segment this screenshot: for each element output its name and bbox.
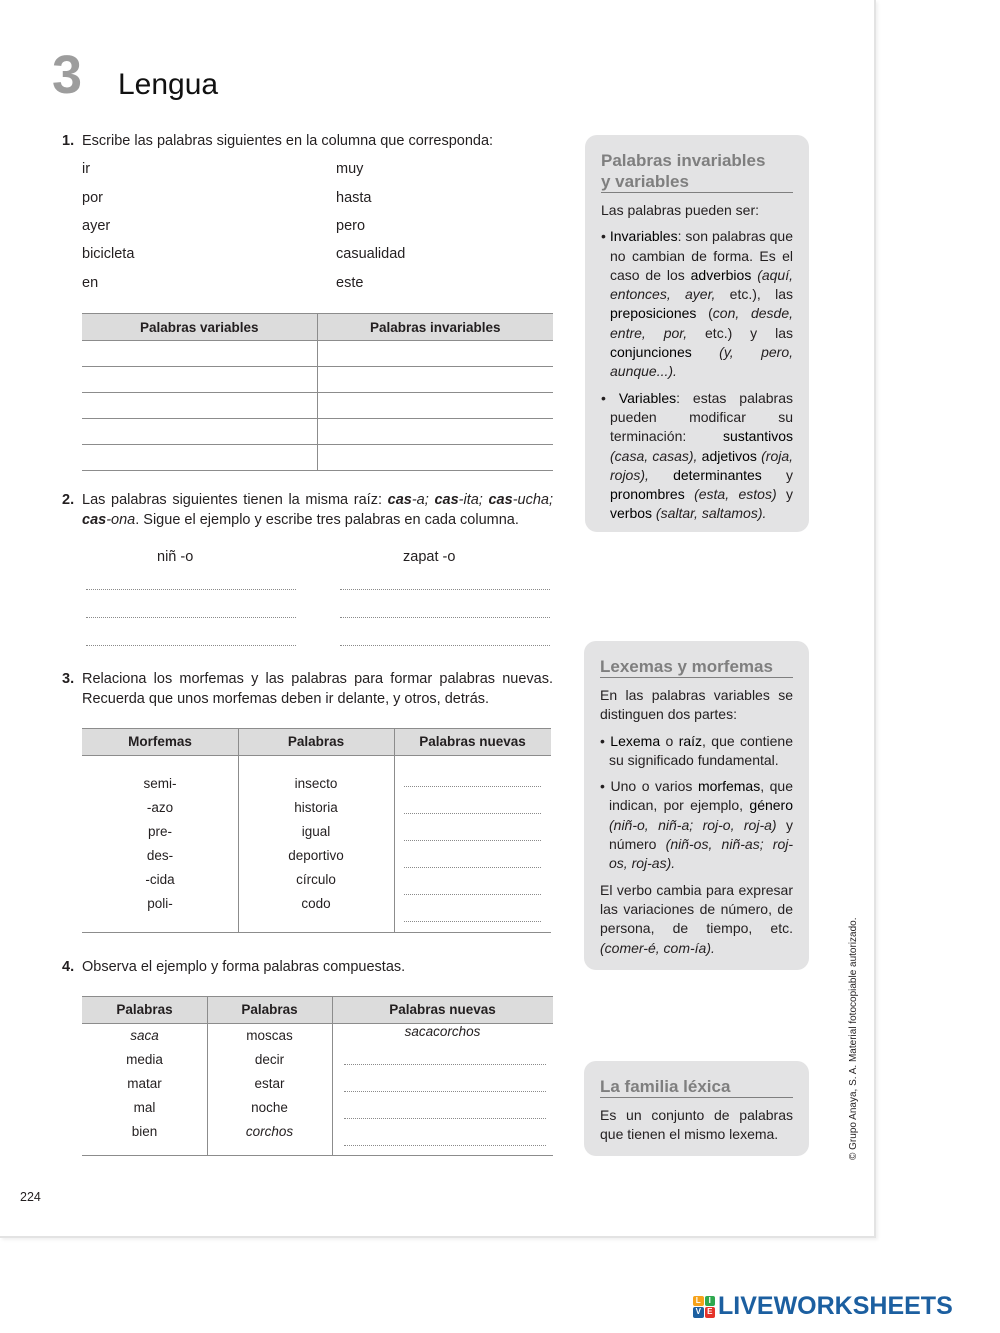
word-item: en: [82, 275, 99, 291]
exercise-2-instruction: Las palabras siguientes tienen la misma raíz: cas-a; cas-ita; cas-ucha; cas-ona. Sigue el ejemplo y escribe tres palabras en cada columna.: [82, 492, 553, 528]
example-answer: sacacorchos: [404, 1024, 481, 1039]
palabra[interactable]: círculo: [296, 872, 336, 887]
answer-cell[interactable]: [82, 393, 317, 419]
palabra: media: [126, 1052, 163, 1067]
answer-line[interactable]: [344, 1091, 546, 1092]
word-item: por: [82, 190, 103, 206]
box-text: Es un conjunto de palabras que tienen el mismo lexema.: [600, 1107, 793, 1143]
box-bullet-invariables: • Invariables: son palabras que no cambian de forma. Es el caso de los adverbios (aquí, entonces, ayer, etc.), las preposiciones (con, desde, entre, por, etc.) y las conjunciones (y, pero, aunque...).: [601, 228, 794, 380]
morfemas-column: [82, 772, 238, 916]
answer-line[interactable]: [404, 867, 541, 868]
column-divider: [332, 997, 333, 1156]
answer-cell[interactable]: [317, 393, 553, 419]
exercise-1-number: 1.: [62, 133, 75, 149]
answer-cell[interactable]: [317, 367, 553, 393]
morfema[interactable]: -cida: [145, 872, 175, 887]
palabra: matar: [127, 1076, 162, 1091]
exercise-2-number: 2.: [62, 492, 75, 508]
palabra[interactable]: igual: [301, 824, 331, 839]
table-header: Palabras: [287, 734, 345, 749]
table-header: Palabras variables: [82, 314, 317, 341]
word-item: hasta: [336, 190, 372, 206]
liveworksheets-brand[interactable]: [693, 1292, 953, 1321]
answer-line[interactable]: [86, 589, 296, 590]
word-item: ir: [82, 161, 91, 177]
box-title: Palabras invariables y variables: [601, 150, 793, 193]
answer-line[interactable]: [86, 617, 296, 618]
exercise-3-instruction: Relaciona los morfemas y las palabras para formar palabras nuevas. Recuerda que unos morfemas deben ir delante, y otros, detrás.: [82, 671, 553, 707]
exercise-1-instruction: Escribe las palabras siguientes en la columna que corresponda:: [82, 133, 494, 149]
word-item: casualidad: [336, 246, 406, 262]
palabras-column: [238, 772, 394, 916]
morfema[interactable]: des-: [146, 848, 174, 863]
answer-line[interactable]: [404, 786, 541, 787]
liveworksheets-logo-icon: L I V E: [693, 1296, 715, 1318]
answer-cell[interactable]: [82, 341, 317, 367]
answer-line[interactable]: [404, 921, 541, 922]
table-header: Morfemas: [128, 734, 192, 749]
box-intro: En las palabras variables se distinguen dos partes:: [600, 687, 793, 723]
palabra: decir: [254, 1052, 285, 1067]
exercise-4-number: 4.: [62, 959, 75, 975]
word-item: este: [336, 275, 364, 291]
box-title: Lexemas y morfemas: [600, 656, 793, 678]
palabras-column-1: [82, 1024, 207, 1144]
palabra: mal: [133, 1100, 156, 1115]
table-header: Palabras nuevas: [419, 734, 526, 749]
table-header: Palabras nuevas: [389, 1002, 496, 1017]
palabra: bien: [131, 1124, 158, 1139]
info-box-invariables: [585, 135, 809, 532]
palabra: moscas: [246, 1028, 293, 1043]
page-number: 224: [20, 1190, 41, 1204]
palabra[interactable]: historia: [294, 800, 338, 815]
answer-cell[interactable]: [317, 419, 553, 445]
answer-cell[interactable]: [82, 367, 317, 393]
palabra: saca: [130, 1028, 159, 1043]
answer-line[interactable]: [404, 894, 541, 895]
table-header: Palabras: [116, 1002, 173, 1017]
table-header: Palabras: [241, 1002, 298, 1017]
palabras-column-2: [207, 1024, 332, 1144]
morfema[interactable]: poli-: [147, 896, 173, 911]
answer-line[interactable]: [86, 645, 296, 646]
table-header: Palabras invariables: [317, 314, 553, 341]
unit-number: 3: [52, 45, 81, 105]
answer-line[interactable]: [404, 840, 541, 841]
word-item: muy: [336, 161, 364, 177]
box-bullet-lexema: • Lexema o raíz, que contiene su significado fundamental.: [600, 732, 793, 768]
palabra: estar: [254, 1076, 285, 1091]
box-outro: El verbo cambia para expresar las variaciones de número, de persona, de tiempo, etc. (comer-é, com-ía).: [600, 881, 793, 956]
box-intro: Las palabras pueden ser:: [601, 202, 759, 218]
answer-cell[interactable]: [317, 445, 553, 471]
answer-cell[interactable]: [317, 341, 553, 367]
palabra[interactable]: insecto: [294, 776, 338, 791]
column-divider: [394, 729, 395, 933]
answer-line[interactable]: [344, 1064, 546, 1065]
answer-cell[interactable]: [82, 419, 317, 445]
box-bullet-morfemas: • Uno o varios morfemas, que indican, por ejemplo, género (niñ-o, niñ-a; roj-o, roj-a) y número (niñ-os, niñ-as; roj-os, roj-as).: [600, 778, 794, 872]
palabra[interactable]: codo: [301, 896, 331, 911]
word-item: bicicleta: [82, 246, 135, 262]
morfema[interactable]: semi-: [143, 776, 177, 791]
answer-line[interactable]: [344, 1118, 546, 1119]
answer-line[interactable]: [340, 645, 550, 646]
answer-line[interactable]: [404, 813, 541, 814]
word-item: pero: [336, 218, 366, 234]
answer-line[interactable]: [340, 617, 550, 618]
morfema[interactable]: -azo: [146, 800, 174, 815]
palabra: noche: [251, 1100, 288, 1115]
exercise-3-number: 3.: [62, 671, 75, 687]
example-column-1: niñ -o: [157, 549, 194, 565]
palabra[interactable]: deportivo: [288, 848, 344, 863]
box-bullet-variables: • Variables: estas palabras pueden modificar su terminación: sustantivos (casa, casas), adjetivos (roja, rojos), determinantes y pronombres (esta, estos) y verbos (saltar, saltamos).: [601, 389, 794, 522]
unit-title: Lengua: [118, 68, 219, 101]
brand-name: LIVEWORKSHEETS: [718, 1292, 953, 1320]
example-column-2: zapat -o: [403, 549, 456, 565]
classification-table: [82, 313, 553, 471]
exercise-4-instruction: Observa el ejemplo y forma palabras compuestas.: [82, 959, 406, 975]
info-box-familia: [584, 1061, 809, 1156]
answer-line[interactable]: [344, 1145, 546, 1146]
box-title: La familia léxica: [600, 1076, 793, 1098]
word-item: ayer: [82, 218, 111, 234]
answer-cell[interactable]: [82, 445, 317, 471]
copyright-notice: © Grupo Anaya, S. A. Material fotocopiable autorizado.: [848, 917, 859, 1160]
morfema[interactable]: pre-: [147, 824, 172, 839]
info-box-lexemas: [584, 641, 809, 970]
palabra: corchos: [245, 1124, 294, 1139]
answer-line[interactable]: [340, 589, 550, 590]
